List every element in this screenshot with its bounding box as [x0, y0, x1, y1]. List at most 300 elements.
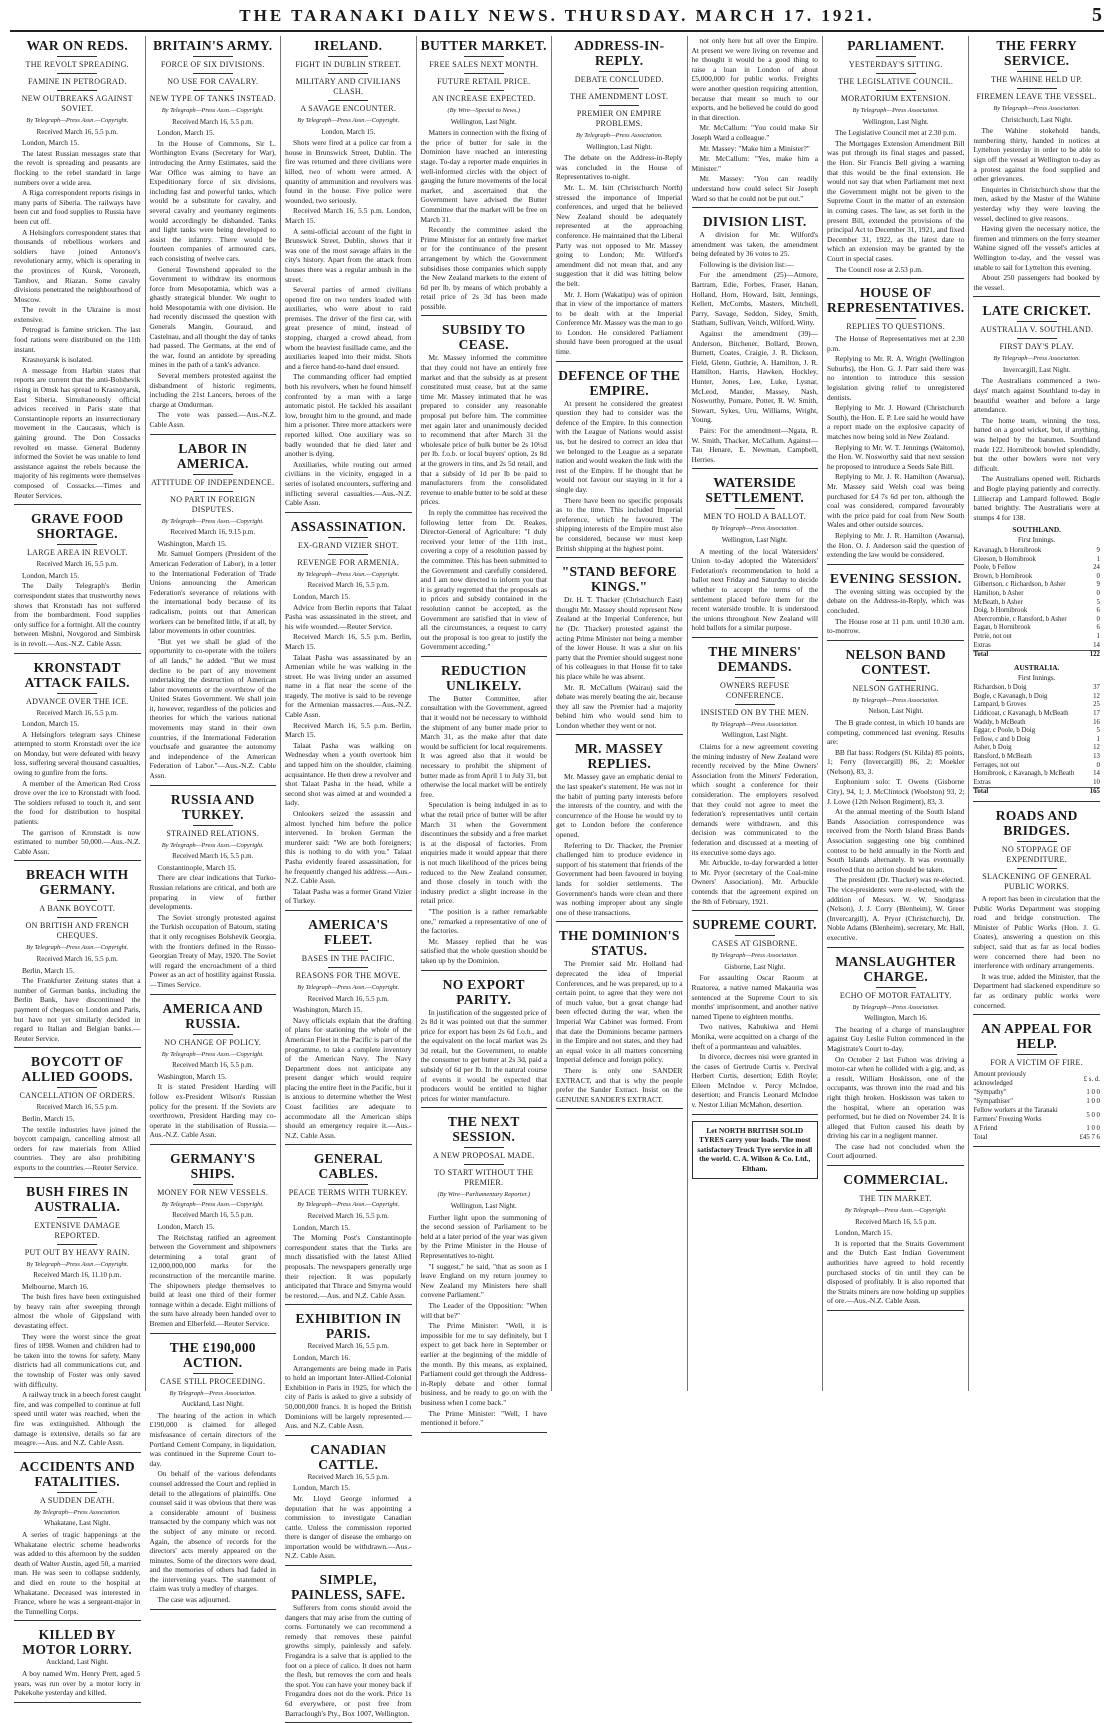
received-line: Received March 16, 9.15 p.m. [170, 528, 256, 537]
received-line: Wellington, Last Night. [862, 117, 929, 126]
article-paragraph: Petrograd is famine stricken. The last food rations were distributed on the 11th instant. [14, 325, 141, 354]
article-headline: THE MINERS' DEMANDS. [708, 643, 802, 674]
byline: By Telegraph—Press Assn.—Copyright. [26, 944, 129, 952]
article-paragraph: The Daily Telegraph's Berlin correspondent states that trustworthy news shows that Kronstadt has not suffered from the bombardment. Food supplies only suffice for a fortnight. All the country between Mishni, Novgorod and Simbirsk is in revolt.—Aus.-N.Z. Cable Assn. [14, 581, 141, 648]
column-7 [823, 36, 969, 1391]
batsman: Hornibrook, c Kavanagh, b McBeath [973, 770, 1075, 778]
rule [464, 1147, 504, 1148]
article-headline: RUSSIA AND TURKEY. [170, 791, 255, 822]
article-paragraph: In justification of the suggested price of 2s 8d it was pointed out that the summer price for export has been 2s 6d f.o.b., and the equivalent on the local market was 2s 3d retail, but the Government, to enable the consumer to get butter at 2s 3d, paid a subsidy of 6d per lb. In the natural course of events it would be expected that producers would be entitled to higher prices for winter manufacture. [420, 1007, 547, 1103]
article-end-rule [150, 1333, 277, 1334]
article-paragraph: The commanding officer had emptied both his revolvers, when he found himself confronted by a man with a large automatic pistol. He tackled his assailant low, brought him to the ground, and made him a prisoner. Three more attackers were reported killed. One auxiliary was so badly wounded that he died later and another is dying. [285, 372, 412, 459]
article [285, 1151, 412, 1305]
article-paragraph: The B grade contest, in which 10 bands are competing, commenced last evening. Results are: [827, 717, 965, 747]
tyre-advertisement: Let NORTH BRITISH SOLID TYRES carry your loads. The most satisfactory Truck Tyre service in all the world. C. A. Wilson & Co. Ltd., Eltham. [692, 1121, 819, 1179]
article-subhead: MONEY FOR NEW VESSELS. [157, 1187, 269, 1197]
byline: By Telegraph—Press Assn.—Copyright. [844, 1207, 947, 1215]
article-paragraph: The Morning Post's Constantinople correspondent states that the Turks are much dissatisfied with the latest Allied proposals. The newspapers generally urge their rejection. It was popularly anticipated that Thrace and Smyrna would be restored.—Aus. and N.Z. Cable Assn. [285, 1233, 412, 1300]
article-paragraph: "I suggest," he said, "that as soon as I leave England on my return journey to New Zealand my Ministers here shall convene Parliament." [420, 1261, 547, 1300]
article-paragraph: A report has been in circulation that the Public Works Department was stopping road and bridge construction. The Minister of Public Works (Hon. J. G. Coates), answering a question on this subject, said that as far as local bodies were concerned there had been no interference with ordinary arrangements. [973, 894, 1100, 971]
article-end-rule [285, 910, 412, 911]
rule [1017, 71, 1057, 72]
article [150, 792, 277, 995]
rule [1017, 1054, 1057, 1055]
rule [464, 90, 504, 91]
runs: 12 [1093, 744, 1100, 752]
byline: By Telegraph—Press Assn.—Copyright. [161, 517, 264, 525]
article-headline: DIVISION LIST. [702, 214, 807, 230]
scorecard-row [973, 744, 1100, 753]
article-headline: GRAVE FOOD SHORTAGE. [31, 511, 124, 542]
article-end-rule [556, 734, 683, 735]
article-end-rule [421, 656, 548, 657]
rule [328, 950, 368, 951]
scorecard-row [973, 616, 1100, 625]
article-subhead: BASES IN THE PACIFIC. [301, 953, 395, 963]
runs: 10 [1093, 778, 1100, 786]
rule [193, 73, 233, 74]
article-paragraph: Dr. H. T. Thacker (Christchurch East) thought Mr. Massey should represent New Zealand at the Imperial Conference, but he (Dr. Thacker) protested against the acting Prime Minister not being a member of the lower House. It was a slur on his party that the Premier should suggest none of his colleagues in that House fit to take his place while he was absent. [556, 595, 683, 681]
article-paragraph: Received March 16, 5.5 p.m. London, March 15. [285, 206, 412, 225]
article-paragraph: The bush fires have been extinguished by heavy rain after sweeping through almost the whole of Gippsland with devastating effect. [14, 1292, 141, 1331]
article-end-rule [421, 1432, 548, 1433]
article-headline: EVENING SESSION. [829, 570, 962, 586]
article-paragraph: The Butter Committee, after consultation with the Government, agreed that it would not be necessary to withhold the shipment of any butter made prior to March 31, as the make after that date would be sufficient for local requirements. It was agreed also that it would be necessary to prohibit the shipment of butter made as from April 1 to July 31, but otherwise the local market will be entirely free. [420, 693, 547, 799]
article-paragraph: Received March 16, 5.5 p.m. Berlin, March 15. [285, 720, 412, 740]
article-subhead: ECHO OF MOTOR FATALITY. [839, 990, 952, 1000]
scorecard-total [973, 788, 1100, 797]
article-subhead: MORATORIUM EXTENSION. [840, 94, 951, 103]
article [692, 644, 819, 911]
rule [328, 537, 368, 538]
article-end-rule [14, 1620, 141, 1621]
article-paragraph: Washington, March 15. [157, 1071, 227, 1081]
article-paragraph: Claims for a new agreement covering the mining industry of New Zealand were recently received by the Mine Owners' Association from the Miners' Federation, which sought a conference for their consideration. The employers resolved that they could not agree to meet the federation's representatives until certain demands were withdrawn, and this decision was communicated to the federation and discussed at a meeting of its executive some days ago. [691, 742, 818, 857]
column-6 [688, 36, 824, 1391]
article-end-rule [692, 910, 819, 911]
article-end-rule [556, 921, 683, 922]
batsman: Fellow, c and b Doig [973, 735, 1031, 743]
article-end-rule [827, 947, 964, 948]
article-end-rule [14, 1047, 141, 1048]
article-paragraph: A meeting of the local Watersiders' Union to-day adopted the Watersiders' Federation's recommendation to hold a ballot next Friday and Saturday to decide whether to accept the terms of the settlement placed before them for the recent waterside trouble. It is understood the unions throughout New Zealand will hold ballots for a similar purpose. [691, 546, 818, 633]
article [973, 808, 1100, 1015]
scorecard-row [973, 719, 1100, 728]
received-line: Received March 16, 5.5 p.m. [172, 1211, 254, 1220]
byline: By Telegraph—Press Association. [711, 952, 799, 960]
article-subhead: REVENGE FOR ARMENIA. [297, 557, 400, 567]
received-line: Auckland, Last Night. [181, 1400, 244, 1409]
article-end-rule [150, 434, 277, 435]
article-paragraph: Further light upon the summoning of the second session of Parliament to be held at a later period of the year was given by the Prime Minister in the House of Representatives to-night. [420, 1212, 547, 1260]
article-paragraph: Arrangements are being made in Paris to hold an important Inter-Allied-Colonial Exhibition in Paris in 1925, for which the city of Paris is asked to give a subsidy of 50,000,000 francs. It is hoped the British Dominions will be largely represented.—Aus. and N.Z. Cable Assn. [285, 1363, 412, 1431]
byline: By Telegraph—Press Association. [711, 720, 799, 728]
article-end-rule [973, 1014, 1100, 1015]
runs: 6 [1096, 624, 1100, 632]
article [556, 368, 683, 559]
article [692, 214, 819, 469]
scorecard-row [973, 762, 1100, 771]
article-paragraph: Mr. Massey: "You can readily understand how could select Sir Joseph Ward so that he could not be put out." [691, 174, 818, 203]
article-paragraph: At the annual meeting of the South Island Bands Association correspondence was received from the North Island Brass Bands Association suggesting one big combined contest to be held annually in the North and South Islands alternately. It was eventually resolved that no action should be taken. [827, 807, 965, 874]
article-subhead: PUT OUT BY HEAVY RAIN. [24, 1247, 130, 1257]
article-headline: LATE CRICKET. [982, 303, 1091, 319]
subscription-row [973, 1124, 1100, 1133]
article-subhead: ADVANCE OVER THE ICE. [26, 696, 129, 706]
article [556, 38, 683, 362]
article-paragraph: The Frankfurter Zeitung states that a number of German banks, including the Berlin Bank, have discontinued the payment of cheques on London and Paris, but have not yet similarly decided in regard to Italian and Belgian banks.—Reuter Service. [14, 976, 141, 1043]
article-paragraph: The Leader of the Opposition: "When will that be?" [420, 1300, 547, 1320]
subscription-row [973, 1097, 1100, 1106]
article-subhead: NO USE FOR CAVALRY. [167, 77, 259, 86]
article-headline: BOYCOTT OF ALLIED GOODS. [21, 1054, 133, 1085]
article [14, 1184, 141, 1453]
scorecard-row [973, 701, 1100, 710]
article-headline: THE NEXT SESSION. [447, 1114, 520, 1145]
article-paragraph: Talaat Pasha was walking on Wednesday when a youth overtook him and tapped him on the shoulder, claiming acquaintance. He then drew a revolver and shot Talaat Pasha in the head, while a second shot was aimed at and wounded a lady. [285, 740, 412, 808]
article [285, 1311, 412, 1435]
batsman: Doig, b Hornibrook [973, 607, 1028, 615]
scorecard-row [973, 590, 1100, 599]
article-paragraph: Enquiries in Christchurch show that the men, asked by the Master of the Wahine yesterday why they were leaving the vessel, declined to give reasons. [973, 184, 1100, 223]
article-headline: MR. MASSEY REPLIES. [574, 741, 664, 772]
runs: 5 [1096, 727, 1100, 735]
article-paragraph: A member of the American Red Cross drove over the ice to Kronstadt with food. The soldiers refused to touch it, and sent the food for distribution to hospital patients. [14, 778, 141, 827]
received-line: Gisborne, Last Night. [724, 962, 786, 971]
article-paragraph: Mr. J. Horn (Wakatipu) was of opinion that in view of the importance of matters to be dealt with at the Imperial Conference Mr. Massey was the man to go to London. He considered Parliament should have been prorogued at the usual time. [556, 289, 683, 357]
article-paragraph: At present he considered the greatest question they had to consider was the defence of the Empire. In this connection with the League of Nations would assist us, but he desired to correct an idea that we belonged to the League as a separate nation and would weaken the link with the rest of the Empire. If he thought that he would not favour our staying in it for a single day. [556, 398, 683, 494]
article-paragraph: There have been no specific proposals as to the time. This included Imperial preference, which he favoured. The shipping interests of the Empire must also be considered, because we must keep British shipping at the highest point. [556, 495, 683, 553]
article-paragraph: A Helsingfors correspondent states that thousands of rebellious workers and soldiers have joined Antonov's revolutionary army, which is operating in the provinces of Kursk, Voronezh, Tambov, and Riazan. Some cavalry divisions penetrated the neighbourhood of Moscow. [14, 227, 141, 304]
article-headline: KRONSTADT ATTACK FAILS. [24, 659, 130, 690]
amount: £45 7 6 [1079, 1134, 1100, 1142]
article [556, 928, 683, 1109]
article-headline: GERMANY'S SHIPS. [170, 1150, 256, 1181]
article-headline: REDUCTION UNLIKELY. [441, 662, 527, 693]
article-end-rule [556, 557, 683, 558]
article-paragraph: The Australians opened well. Richards and Bogle playing patiently and correctly. Lilliecrap and Lampard followed. Bogle batted brightly. The Australians were at stumps 4 for 138. [973, 474, 1100, 522]
article-end-rule [827, 278, 964, 279]
byline: By Telegraph—Press Association. [575, 132, 663, 139]
rule [57, 73, 97, 74]
rule [193, 491, 233, 492]
received-line: Received March 16, 5.5 p.m. [36, 127, 118, 136]
received-line: Received March 16, 5.5 p.m. [307, 1472, 389, 1481]
article-paragraph: A message from Harbin states that reports are current that the anti-Bolshevik rising in Omsk has spread to Krasnoyarsk, East Siberia. Simultaneously official advices received in Paris state that Constantinople reports an insurrectionary movement in the Caucasus, which is gaining ground. The Don Cossacks revolted en masse. General Budenny informed the Soviet he was unable to lend assistance against the rebels because the majority of his regiments were themselves composed of Cossacks.—Times and Reuter Services. [14, 365, 141, 500]
article-subhead: EX-GRAND VIZIER SHOT. [298, 540, 399, 550]
byline: By Telegraph—Press Association. [33, 1508, 121, 1516]
article-paragraph: London, March 15. [22, 719, 80, 729]
scorecard-row [973, 581, 1100, 590]
subscriber: Total [973, 1134, 988, 1142]
article-paragraph: Navy officials explain that the drafting of plans for stationing the whole of the American Fleet in the Pacific is part of the programme, to take a complete inventory of the American Navy. The Navy Department does not anticipate any present danger which would require placing the entire fleet in the Pacific, but it is anxious to determine whether the West Coast facilities are adequate to accommodate all the American ships should an emergency require it.—Aus.-N.Z. Cable Assn. [285, 1015, 412, 1140]
article-subhead: THE WAHINE HELD UP. [991, 75, 1083, 84]
article-headline: SIMPLE, PAINLESS, SAFE. [291, 1572, 406, 1603]
article-subhead: FIRST DAY'S PLAY. [999, 342, 1074, 352]
article-subhead: PEACE TERMS WITH TURKEY. [288, 1188, 408, 1198]
runs: 16 [1093, 718, 1100, 726]
subscription-list [973, 1070, 1100, 1142]
article [827, 954, 964, 1167]
article-paragraph: The debate on the Address-in-Reply was concluded in the House of Representatives to-night. [556, 153, 683, 182]
article [421, 977, 548, 1109]
article-paragraph: Mr. McCallum: "You could make Sir Joseph Ward a colleague." [691, 123, 818, 142]
rule [1017, 338, 1057, 339]
article-paragraph: Washington, March 15. [157, 538, 227, 548]
article-paragraph: A division for Mr. Wilford's amendment was taken, the amendment being defeated by 36 votes to 25. [691, 230, 818, 259]
article-subhead: NO PART IN FOREIGN DISPUTES. [170, 494, 256, 514]
article-paragraph: A railway truck in a beech forest caught fire, and was compelled to continue at full speed until water was reached, when the fire was extinguished. Although the damage is extensive, details so far are meagre.—Aus. and N.Z. Cable Assn. [14, 1390, 141, 1448]
scorecard-table [973, 547, 1100, 660]
rule [735, 677, 775, 678]
received-line: Received March 16, 5.5 p.m. [172, 117, 254, 126]
amount: 1 0 0 [1086, 1098, 1100, 1106]
article-subhead: THE TIN MARKET. [859, 1194, 932, 1204]
article [692, 475, 819, 638]
article-subhead: FIGHT IN DUBLIN STREET. [295, 60, 402, 69]
subscription-row [973, 1106, 1100, 1124]
rule [876, 680, 916, 681]
article-headline: SUBSIDY TO CEASE. [442, 322, 526, 353]
article-subhead: MILITARY AND CIVILIANS CLASH. [295, 77, 401, 96]
batsman: Eggar, c Poole, b Doig [973, 727, 1036, 735]
subscriber: A Friend [973, 1125, 998, 1133]
article-paragraph: not only here but all over the Empire. At present we were living on revenue and he thought it would be a good thing to raise a loan in London of about £5,000,000 for public works. Freights were another question requiring attention, because that meant so much to our exports, and he believed he could do good in that direction. [691, 36, 818, 122]
article [827, 38, 964, 279]
article-paragraph: For assaulting Oscar Raoum at Ruatorea, a native named Makauria was sentenced at the Supreme Court to six months' imprisonment, and another native named Tipene to eighteen months. [691, 973, 818, 1021]
article-paragraph: Received March 16, 5.5 p.m. Berlin, March 15. [285, 632, 412, 651]
article-paragraph: The case was adjourned. [157, 1595, 231, 1605]
rule [599, 88, 639, 89]
article-paragraph: Talaat Pasha was a former Grand Vizier of Turkey. [285, 886, 412, 906]
runs: 25 [1093, 701, 1100, 709]
article-paragraph: Berlin, March 15. [22, 965, 75, 975]
article-paragraph: The home team, winning the toss, batted on a good wicket, but, if anything, was helped by the batsmen. Southland made 122. Hornibrook bowled splendidly, but the other bowlers were not very difficult. [973, 415, 1100, 473]
article-paragraph: Melbourne, March 16. [22, 1281, 89, 1291]
article [827, 571, 964, 641]
article-paragraph: London, March 15. [835, 1228, 893, 1238]
article-paragraph: "The position is a rather remarkable one," remarked a representative of one of the factories. [420, 906, 547, 936]
article-paragraph: In divorce, decrees nisi were granted in the cases of Gertrude Curtis v. Percival Herbert Curtis, desertion; Edith Royle; Eileen McIndoe v. Percy McIndoe, desertion; and Francis Leonard McIndoe v. Nestor Lilian McMahon, desertion. [691, 1052, 818, 1110]
article-paragraph: Mr. R. McCallum (Wairau) said the debate was merely beating the air, because they all saw the Premier had a majority behind him who would send him to London whether they went or not. [556, 682, 683, 730]
article-paragraph: Several members protested against the disbandment of historic regiments, including the 21st Lancers, heroes of the charge at Omdurman. [149, 371, 276, 409]
article-end-rule [285, 1435, 412, 1436]
amount: 1 0 0 [1086, 1125, 1100, 1133]
received-line: Received March 16, 5.5 p.m. [307, 1342, 389, 1351]
article-subhead: SLACKENING OF GENERAL PUBLIC WORKS. [982, 872, 1092, 891]
total-runs: 165 [1078, 788, 1100, 797]
article-headline: GENERAL CABLES. [313, 1151, 383, 1182]
received-line: Received March 16, 5.5 p.m. [172, 1061, 254, 1070]
article-paragraph: Replying to Mr. J. Howard (Christchurch South), the Hon. E. P. Lee said he would have a report made on the explosive capacity of matches now being sold in New Zealand. [827, 403, 965, 442]
article-paragraph: A Riga correspondent reports risings in many parts of Siberia. The railways have been cut and food supplies to Russia have been cut off. [14, 188, 141, 226]
article-end-rule [285, 512, 412, 513]
article-subhead: AN INCREASE EXPECTED. [431, 94, 536, 103]
article [421, 38, 548, 316]
received-line: Wellington, March 16. [864, 1014, 928, 1023]
article-paragraph: Washington, March 15. [293, 1005, 363, 1015]
batsman: Ferrages, not out [973, 761, 1020, 769]
article-paragraph: The evening sitting was occupied by the debate on the Address-in-Reply, which was concluded. [827, 586, 965, 615]
article-end-rule [14, 653, 141, 654]
article-subhead: FOR A VICTIM OF FIRE. [990, 1058, 1084, 1068]
runs: 24 [1093, 564, 1100, 572]
batsman: Poole, b Fellow [973, 564, 1017, 572]
subscription-row [973, 1088, 1100, 1097]
article [150, 1151, 277, 1334]
rule [57, 90, 97, 91]
batsman: Eagan, b Hornibrook [973, 624, 1031, 632]
article-headline: AN APPEAL FOR HELP. [981, 1021, 1093, 1052]
article-paragraph: Shots were fired at a police car from a house in Brunswick Street, Dublin. The fire was returned and three civilians were killed, two of whom were armed. A quantity of ammunition and revolvers was found in the house. Five police were wounded, two seriously. [285, 138, 412, 205]
batsman: Asher, b Doig [973, 744, 1012, 752]
scorecard-total [973, 651, 1100, 660]
rule [193, 1184, 233, 1185]
article [14, 38, 141, 505]
received-line: Received March 16, 5.5 p.m. [307, 1212, 389, 1221]
article-paragraph: The House rose at 11 p.m. until 10.30 a.m. to-morrow. [827, 616, 965, 636]
article-headline: THE £190,000 ACTION. [169, 1339, 256, 1370]
article-paragraph: For the amendment (25)—Atmore, Bartram, Edie, Forbes, Fraser, Hanan, Holland, Horn, Howard, Isitt, Jennings, Kellett, McCombs, Masters, Mitchell, Parry, Savage, Seddon, Sidey, Smith, Statham, Sullivan, Veitch, Wilford, Witty. [691, 270, 818, 328]
article-headline: LABOR IN AMERICA. [176, 440, 249, 471]
article-headline: ROADS AND BRIDGES. [995, 808, 1078, 838]
runs: 0 [1096, 761, 1100, 769]
column-8 [969, 36, 1104, 1391]
article-headline: THE FERRY SERVICE. [996, 38, 1077, 68]
article-headline: WATERSIDE SETTLEMENT. [705, 475, 805, 506]
batsman: Brown, b Hornibrook [973, 572, 1033, 580]
article-paragraph: Onlookers seized the assassin and almost lynched him before the police intervened. In broken German the murderer said: "We are both foreigners; this is nothing to do with you." Talaat Pasha evidently feared assassination, for he frequently changed his address.—Aus.-N.Z. Cable Assn. [285, 809, 412, 886]
runs: 1 [1096, 632, 1100, 640]
article-subhead: FAMINE IN PETROGRAD. [27, 77, 127, 86]
article-subhead: FREE SALES NEXT MONTH. [429, 60, 539, 69]
article-subhead: TO START WITHOUT THE PREMIER. [434, 1168, 534, 1188]
runs: 9 [1096, 546, 1100, 554]
article [973, 1021, 1100, 1147]
rule [328, 73, 368, 74]
article-end-rule [285, 1304, 412, 1305]
byline: By Telegraph—Press Assn.—Copyright. [297, 983, 400, 991]
rule [735, 704, 775, 705]
rule [57, 693, 97, 694]
column-2 [146, 36, 282, 1605]
article-subhead: REPLIES TO QUESTIONS. [846, 322, 946, 332]
article-headline: AMERICA'S FLEET. [308, 916, 389, 947]
article-paragraph: Talaat Pasha was assassinated by an Armenian while he was walking in the street. He was living under an assumed name in a flat near the scene of the tragedy. The motive is said to be revenge for the Armenian massacres.—Aus.-N.Z. Cable Assn. [285, 652, 412, 720]
article-paragraph: The hearing of a charge of manslaughter against Guy Leslie Fulton commenced in the Magistrate's Court to-day. [827, 1024, 965, 1053]
batsman: Extras [973, 641, 991, 649]
rule [1017, 321, 1057, 322]
byline: By Telegraph—Press Association. [711, 525, 799, 533]
batsman: Hamilton, b Asher [973, 589, 1024, 597]
article-headline: "STAND BEFORE KINGS." [561, 564, 677, 595]
runs: 12 [1093, 692, 1100, 700]
article [827, 1172, 964, 1311]
article-headline: NELSON BAND CONTEST. [845, 646, 946, 677]
rule [464, 1164, 504, 1165]
article-subhead: ON BRITISH AND FRENCH CHEQUES. [25, 921, 129, 941]
article-paragraph: London, March 15. [157, 1222, 215, 1232]
rule [876, 318, 916, 319]
byline: By Telegraph—Press Assn.—Copyright. [161, 1050, 264, 1058]
article-paragraph: The latest Russian messages state that the revolt is spreading and peasants are flocking to the rebel standard in large numbers over a wide area. [14, 148, 141, 187]
runs: 5 [1096, 598, 1100, 606]
article-headline: ACCIDENTS AND FATALITIES. [19, 1458, 135, 1489]
article-headline: COMMERCIAL. [843, 1172, 949, 1188]
article-paragraph: The Australians commenced a two-days' match against Southland to-day in beautiful weather and before a large attendance. [973, 376, 1100, 415]
article-subhead: A NEW PROPOSAL MADE. [432, 1151, 535, 1161]
article-headline: PARLIAMENT. [847, 38, 945, 53]
subscription-row [973, 1070, 1100, 1088]
article-subhead: NO CHANGE OF POLICY. [164, 1037, 262, 1047]
article-paragraph: The Soviet strongly protested against the Turkish occupation of Batoum, stating that it only recognises Bolshevik Georgia, with the frontiers defined in the Russo-Georgian Treaty of May, 1920. The Soviet will regard the encroachment of a third Power as an act of hostility against Russia.—Times Service. [149, 912, 276, 989]
article-headline: NO EXPORT PARITY. [442, 976, 525, 1007]
article [150, 38, 277, 435]
byline: By Telegraph—Press Association. [852, 107, 940, 114]
article-end-rule [973, 801, 1100, 802]
article-subhead: PREMIER ON EMPIRE PROBLEMS. [576, 109, 662, 128]
article [556, 741, 683, 922]
rule [193, 474, 233, 475]
batsman: Gleeson, b Hornibrook [973, 555, 1036, 563]
batsman: Ransford, b McBeath [973, 753, 1032, 761]
byline: By Telegraph—Press Assn.—Copyright. [161, 107, 264, 114]
article-subhead: NEW TYPE OF TANKS INSTEAD. [149, 94, 276, 103]
rule [193, 825, 233, 826]
article [285, 1572, 412, 1723]
article-paragraph: The Mortgages Extension Amendment Bill was put through its final stages and passed, the Hon. Sir Francis Bell giving a warning that this would be the final extension. He would not say that when Parliament met next the Government might not be given to the Supreme Court in the matter of an extension in coming cases. The law, as set forth in the present Bill, extended the provisions of the principal Act to December 31, 1921, and fixed December 31, 1922, as the latest date to which an extension may be granted by the Court in special cases. [827, 138, 965, 263]
received-line: Received March 16, 5.5 p.m. [172, 852, 254, 861]
received-line: Wellington, Last Night. [586, 142, 653, 151]
article-subhead: A BANK BOYCOTT. [39, 904, 116, 914]
article-subhead: NELSON GATHERING. [852, 683, 939, 693]
article-paragraph: Matters in connection with the fixing of the price of butter for sale in the Dominion have reached an interesting stage. To-day a reporter made enquiries in well-informed circles with the object of gauging the future movements of the local market, and ascertained that the Government have advised the Butter Committee that the market will be free on March 31. [420, 128, 547, 224]
article-paragraph: On October 2 last Fulton was driving a motor-car when he collided with a gig, and, as a result, William Hoskisson, one of the occupants, was thrown into the road and his right thigh broken. Hoskisson was taken to the hospital, where an operation was performed, but he died on November 24. It is alleged that Fulton caused his death by driving his car in a negligent manner. [827, 1054, 965, 1141]
byline: By Telegraph—Press Assn.—Copyright. [297, 117, 400, 124]
article-headline: BRITAIN'S ARMY. [153, 38, 273, 53]
article-end-rule [285, 1565, 412, 1566]
article-end-rule [14, 504, 141, 505]
article-paragraph: The Legislative Council met at 2.30 p.m. [835, 128, 957, 138]
received-line: Received March 16, 5.5 p.m. [855, 1217, 937, 1226]
byline: By Telegraph—Press Association. [852, 696, 940, 704]
article-paragraph: Berlin, March 15. [22, 1113, 75, 1123]
article-end-rule [14, 1702, 141, 1703]
rule [328, 1184, 368, 1185]
batsman: Petrie, not out [973, 632, 1012, 640]
batsman: Waddy, b McBeath [973, 718, 1026, 726]
scorecard-row [973, 710, 1100, 719]
article-paragraph: The Prime Minister: "Well, it is impossible for me to say definitely, but I expect to get back here in September or earlier at the beginning of the middle of the month. By this means, as explained, Parliament could get through the Address-in-Reply debate and other formal business, and be ready to go on with the business when I come back." [420, 1321, 547, 1407]
article-paragraph: General Townshend appealed to the Government to withdraw its enormous force from Mesopotamia, which was a ghastly strategical blunder. We ought to hold Mesopotamia with one division. He had recently discussed the question with Generals Mangin, Gouraud, and Castelnau, and all thought the day of tanks had passed. The Germans, at the end of the war, found an antidote by spreading mines in the path of a tank's advance. [149, 264, 276, 370]
scorecard-row [973, 573, 1100, 582]
rule [735, 508, 775, 509]
batsman: Kavanagh, b Hornibrook [973, 546, 1042, 554]
runs: 17 [1093, 710, 1100, 718]
rule [57, 1244, 97, 1245]
article [827, 285, 964, 565]
article-headline: WAR ON REDS. [26, 38, 128, 53]
rule [464, 73, 504, 74]
article [150, 1001, 277, 1145]
article-paragraph: Mr. McCallum: "Yes, make him a Minister." [691, 154, 818, 173]
article [150, 1340, 277, 1610]
runs: 9 [1096, 581, 1100, 589]
article-subhead: THE LEGISLATIVE COUNCIL. [838, 77, 954, 86]
article-end-rule [692, 207, 819, 208]
article-paragraph: Mr. Massey gave an emphatic denial to the last speaker's statement. He was not in the habit of putting party interests before the interests of the country, and with the concurrence of the House he would try to get to London before the conference opened. [556, 772, 683, 840]
article [973, 303, 1100, 802]
